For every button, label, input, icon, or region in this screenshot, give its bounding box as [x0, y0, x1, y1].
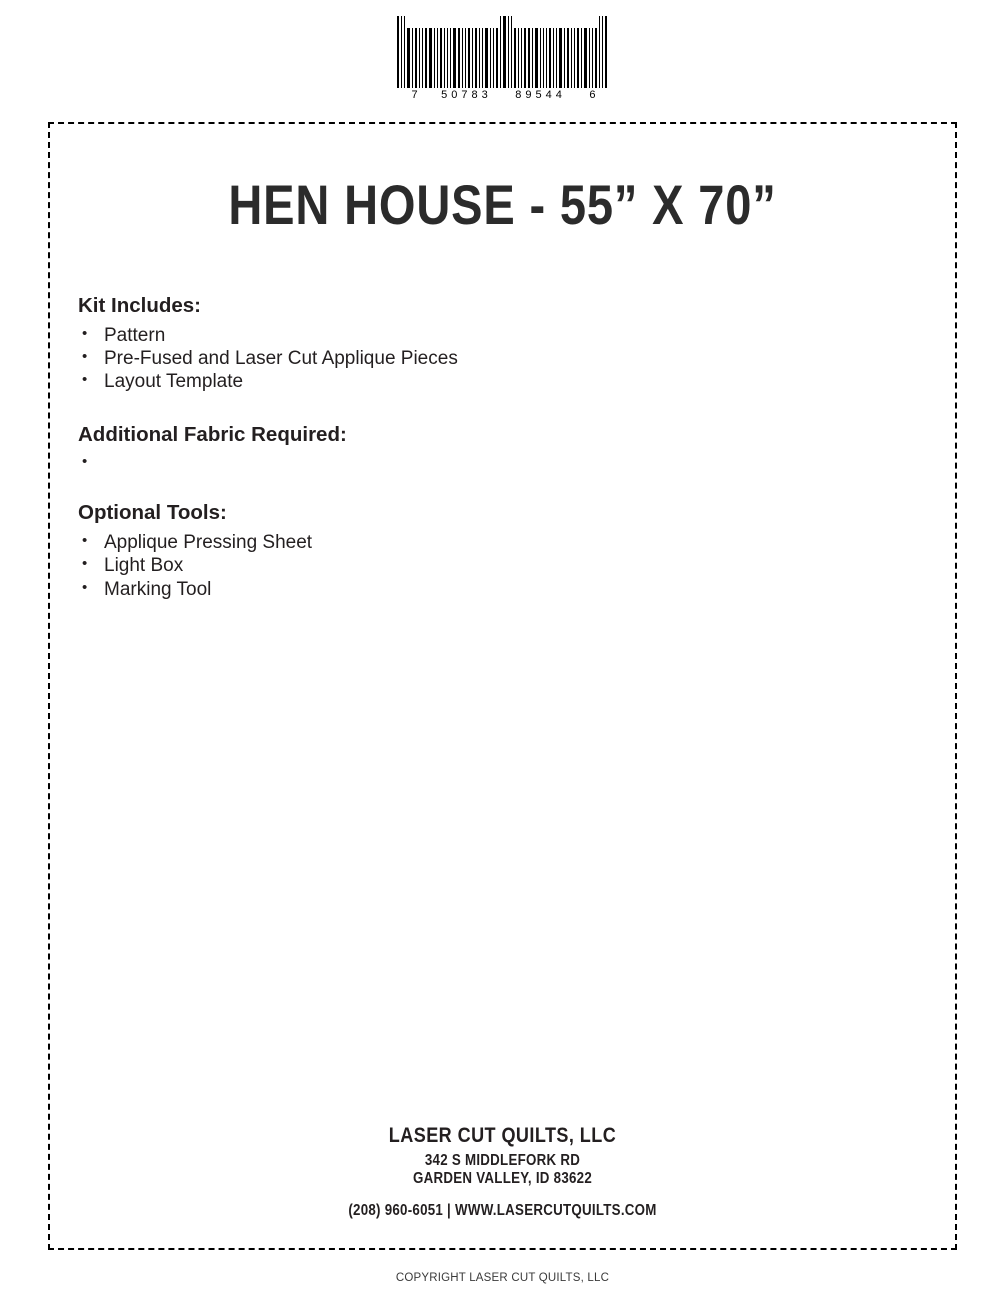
optional-tools-list [78, 531, 955, 601]
list-item: • Light Box [78, 554, 955, 577]
list-item: • Pattern [78, 324, 955, 347]
barcode-bar [450, 28, 451, 88]
barcode-bar [577, 28, 579, 88]
barcode-bar [453, 28, 456, 88]
barcode-bar [511, 16, 512, 88]
barcode-bar [482, 28, 483, 88]
page-title: HEN HOUSE - 55” X 70” [228, 173, 777, 236]
barcode-bar [549, 28, 551, 88]
barcode-bar [472, 28, 473, 88]
address-line-1: 342 S MIDDLEFORK RD [424, 1152, 581, 1169]
barcode-bar [528, 28, 530, 88]
barcode-bar [521, 28, 522, 88]
footer [50, 1124, 955, 1220]
barcode-bar [599, 16, 600, 88]
barcode-bar [465, 28, 466, 88]
barcode-digits-middle: 50783 [441, 89, 492, 101]
barcode-bar [595, 28, 597, 88]
list-item: • Pre-Fused and Laser Cut Applique Pieces [78, 347, 955, 370]
barcode-bar [532, 28, 533, 88]
barcode-bar [462, 28, 463, 88]
barcode-bar [589, 28, 590, 88]
copyright-notice: COPYRIGHT LASER CUT QUILTS, LLC [395, 1272, 610, 1284]
barcode-bar [584, 28, 587, 88]
barcode-bar [412, 28, 413, 88]
barcode-bar [485, 28, 488, 88]
barcode-bar [415, 28, 417, 88]
barcode-bar [553, 28, 554, 88]
barcode-bar [567, 28, 569, 88]
barcode-digits-right: 89544 [515, 89, 566, 101]
address-line-2: GARDEN VALLEY, ID 83622 [412, 1170, 593, 1187]
barcode-bar [524, 28, 526, 88]
barcode-bar [475, 28, 477, 88]
barcode-bar [437, 28, 438, 88]
section-heading-kit-includes: Kit Includes: [78, 294, 202, 317]
product-label-card [48, 122, 957, 1250]
barcode-digit-left: 7 [411, 89, 418, 101]
barcode-bar [419, 28, 420, 88]
barcode-bar [605, 16, 607, 88]
barcode-bar [422, 28, 423, 88]
barcode-bar [581, 28, 582, 88]
barcode-bar [592, 28, 593, 88]
kit-includes-list [78, 324, 955, 394]
barcode-bar [602, 16, 603, 88]
barcode-bar [508, 16, 509, 88]
barcode-bar [500, 16, 501, 88]
barcode-bar [425, 28, 427, 88]
section-heading-additional-fabric: Additional Fabric Required: [78, 422, 347, 446]
barcode-bar [490, 28, 491, 88]
barcode-bar [540, 28, 541, 88]
additional-fabric-list [78, 452, 955, 472]
list-item: • Layout Template [78, 370, 955, 393]
barcode-digit-end: 6 [589, 89, 596, 101]
barcode-bar [404, 16, 405, 88]
company-name: LASER CUT QUILTS, LLC [388, 1124, 617, 1147]
barcode-bar [535, 28, 538, 88]
barcode-bar [434, 28, 435, 88]
barcode [0, 28, 1005, 101]
barcode-bar [564, 28, 565, 88]
list-item [78, 452, 955, 472]
barcode-bar [503, 16, 506, 88]
barcode-bar [407, 28, 410, 88]
barcode-bar [493, 28, 494, 88]
barcode-bar [559, 28, 562, 88]
kit-details [50, 237, 955, 601]
barcode-bar [571, 28, 572, 88]
barcode-bar [447, 28, 448, 88]
barcode-bar [401, 16, 402, 88]
barcode-bar [468, 28, 470, 88]
barcode-bar [574, 28, 575, 88]
list-item: • Marking Tool [78, 578, 955, 601]
barcode-bar [496, 28, 498, 88]
contact-info: (208) 960-6051 | WWW.LASERCUTQUILTS.COM [348, 1202, 657, 1219]
list-item: • Applique Pressing Sheet [78, 531, 955, 554]
barcode-bar [543, 28, 544, 88]
barcode-bars [397, 28, 609, 88]
section-heading-optional-tools: Optional Tools: [78, 501, 227, 525]
barcode-bar [518, 28, 519, 88]
barcode-bar [397, 16, 399, 88]
barcode-digits [410, 89, 596, 101]
barcode-bar [556, 28, 557, 88]
barcode-bar [444, 28, 445, 88]
barcode-bar [546, 28, 547, 88]
barcode-bar [458, 28, 460, 88]
barcode-bar [440, 28, 442, 88]
barcode-bar [429, 28, 432, 88]
barcode-bar [514, 28, 516, 88]
barcode-bar [479, 28, 480, 88]
